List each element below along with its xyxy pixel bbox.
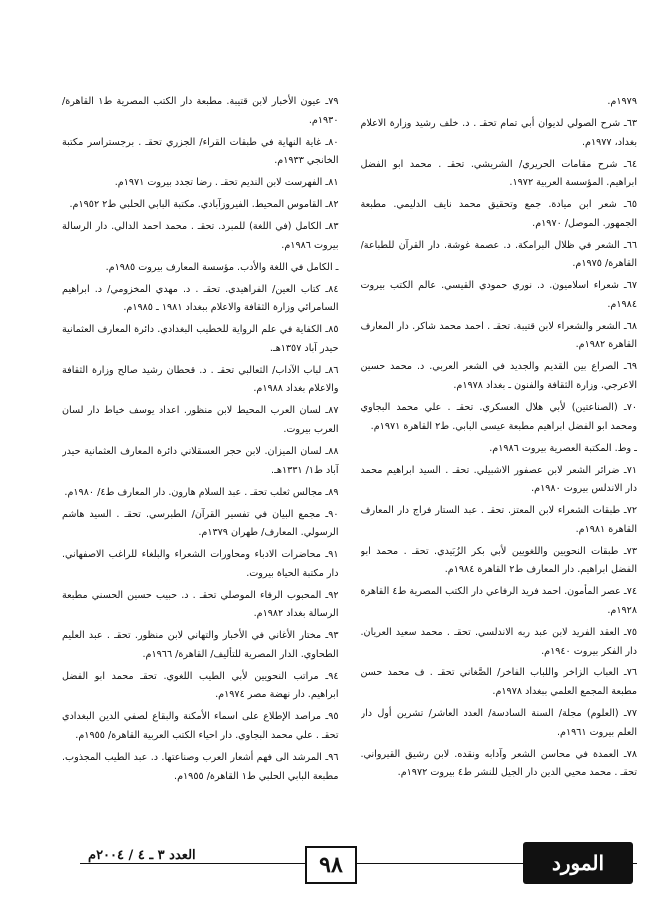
reference-entry: ٩٤ـ مراتب النحويين لأبي الطيب اللغوي. تحقـ محمد ابو الفضل ابراهيم. دار نهضة مصر ١٩٧٤م. xyxy=(62,670,339,701)
reference-entry: ٧٢ـ طبقات الشعراء لابن المعتز. تحقـ . عبد الستار فراج دار المعارف القاهرة ١٩٨١م. xyxy=(360,505,637,535)
reference-entry: ٩٥ـ مراصد الإطلاع على اسماء الأمكنة والبقاع لصفي الدين البغدادي تحقـ . علي محمد البجاوي. دار احياء الكتب العربية القاهرة/ ١٩٥٥م. xyxy=(62,711,339,742)
reference-entry: ٨٧ـ لسان العرب المحيط لابن منظور. اعداد يوسف خياط دار لسان العرب بيروت. xyxy=(62,405,339,436)
reference-entry: ٨٣ـ الكامل (في اللغة) للمبرد. تحقـ . محمد احمد الدالي. دار الرسالة بيروت ١٩٨٦م. xyxy=(62,221,339,251)
reference-entry: ٨٨ـ لسان الميزان. لابن حجر العسقلاني دائرة المعارف العثمانية حيدر آباد ط١/ ١٣٣١هـ. xyxy=(62,446,339,476)
reference-columns xyxy=(62,93,637,841)
reference-entry: ٨٩ـ مجالس ثعلب تحقـ . عبد السلام هارون. دار المعارف ط٤/ ١٩٨٠م. xyxy=(64,486,339,498)
reference-entry: ٩٣ـ مختار الأغاني في الأخبار والتهاني لابن منظور. تحقـ . عبد العليم الطحاوي. الدار المصرية للتأليف/ القاهرة/ ١٩٦٦م. xyxy=(62,630,339,660)
reference-entry: ٦٨ـ الشعر والشعراء لابن قتيبة. تحقـ . احمد محمد شاكر. دار المعارف القاهرة ١٩٨٢م. xyxy=(360,320,637,351)
reference-entry: ٦٦ـ الشعر في ظلال البرامكة. د. عصمة غوشة. دار القرآن للطباعة/ القاهرة/ ١٩٧٥م. xyxy=(360,239,637,270)
reference-entry: ٦٣ـ شرح الصولي لديوان أبي تمام تحقـ . د. خلف رشيد وزارة الاعلام بغداد، ١٩٧٧م. xyxy=(360,117,637,148)
reference-entry: ٨٤ـ كتاب العين/ الفراهيدي. تحقـ . د. مهدي المخزومي/ د. ابراهيم السامرائي وزارة الثقافة والاعلام ببغداد ١٩٨١ ـ ١٩٨٥م. xyxy=(62,283,339,314)
issue-label: العدد ٣ ـ ٤ / ٢٠٠٤م xyxy=(88,848,196,863)
reference-entry: ٧٦ـ العباب الزاخر واللباب الفاخر/ الصَّغاني تحقـ . ف محمد حسن مطبعة المجمع العلمي ببغداد ١٩٧٨م. xyxy=(360,667,637,698)
reference-entry: ٧٤ـ عصر المأمون. احمد فريد الرفاعي دار الكتب المصرية ط٤ القاهرة ١٩٢٨م. xyxy=(360,586,637,616)
reference-entry: ٧٣ـ طبقات النحويين واللغويين لأبي بكر الزُبَيدي. تحقـ . محمد ابو الفضل ابراهيم. دار المعارف ط٢ القاهرة ١٩٨٤م. xyxy=(360,545,637,576)
reference-entry: ـ وط. المكتبة العصرية بيروت ١٩٨٦م. xyxy=(489,442,637,454)
reference-entry: ٨٠ـ غاية النهاية في طبقات القراء/ الجزري تحقـ . برجستراسر مكتبة الخانجي ١٩٣٣م. xyxy=(62,136,339,167)
reference-entry: ٩٦ـ المرشد الى فهم أشعار العرب وصناعتها. د. عبد الطيب المجذوب. مطبعة البابي الحلبي ط١ القاهرة/ ١٩٥٥م. xyxy=(62,752,339,782)
reference-entry: ١٩٧٩م. xyxy=(607,96,637,107)
reference-entry: ٨٦ـ لباب الآداب/ الثعالبي تحقـ . د. قحطان رشيد صالح وزارة الثقافة والاعلام بغداد ١٩٨٨م. xyxy=(62,364,339,395)
reference-entry: ٩١ـ محاضرات الادباء ومحاورات الشعراء والبلغاء للراغب الاصفهاني. دار مكتبة الحياة بيروت. xyxy=(62,549,339,579)
left-column xyxy=(62,93,339,841)
reference-entry: ٧٥ـ العقد الفريد لابن عبد ربه الاندلسي. تحقـ . محمد سعيد العريان. دار الفكر بيروت ١٩٤٠م. xyxy=(360,626,637,657)
reference-entry: ٧٧ـ (العلوم) مجلة/ السنة السادسة/ العدد العاشر/ تشرين أول دار العلم بيروت ١٩٦١م. xyxy=(360,708,637,738)
reference-entry: ٩٠ـ مجمع البيان في تفسير القرآن/ الطبرسي. تحقـ . السيد هاشم الرسولي. المعارف/ طهران ١٣٧٩م. xyxy=(62,508,339,539)
reference-entry: ٦٧ـ شعراء اسلاميون. د. نوري حمودي القيسي. عالم الكتب بيروت ١٩٨٤م. xyxy=(360,280,637,310)
reference-entry: ٦٩ـ الصراع بين القديم والجديد في الشعر العربي. د. محمد حسين الاعرجي. وزارة الثقافة والفنون ـ بغداد ١٩٧٨م. xyxy=(360,361,637,392)
reference-entry: ـ الكامل في اللغة والأدب. مؤسسة المعارف بيروت ١٩٨٥م. xyxy=(105,261,339,273)
reference-entry: ٨٢ـ القاموس المحيط. الفيروزآبادي. مكتبة البابي الحلبي ط٢ ١٩٥٢م. xyxy=(69,199,339,211)
reference-entry: ٧٨ـ العمدة في محاسن الشعر وآدابه ونقده. لابن رشيق القيرواني. تحقـ . محمد محيي الدين دار الجيل للنشر ط٤ بيروت ١٩٧٢م. xyxy=(360,748,637,779)
reference-entry: ٨١ـ الفهرست لابن النديم تحقـ . رضا تجدد بيروت ١٩٧١م. xyxy=(114,177,339,189)
reference-entry: ٨٥ـ الكفاية في علم الرواية للخطيب البغدادي. دائرة المعارف العثمانية حيدر آباد ١٣٥٧هـ. xyxy=(62,324,339,354)
right-column xyxy=(361,93,638,841)
reference-entry: ٩٢ـ المحبوب الرفاء الموصلي تحقـ . د. حبيب حسين الحسني مطبعة الرسالة بغداد ١٩٨٢م. xyxy=(62,589,339,620)
reference-entry: ٧٠ـ (الصناعتين) لأبي هلال العسكري. تحقـ . علي محمد البجاوي ومحمد ابو الفضل ابراهيم مطبعة عيسى البابي. ط٢ القاهرة ١٩٧١م. xyxy=(360,402,637,432)
reference-entry: ٦٤ـ شرح مقامات الحريري/ الشريشي. تحقـ . محمد ابو الفضل ابراهيم. المؤسسة العربية ١٩٧٢. xyxy=(360,158,637,189)
reference-entry: ٧١ـ ضرائر الشعر لابن عصفور الاشبيلي. تحقـ . السيد ابراهيم محمد دار الاندلس بيروت ١٩٨٠م. xyxy=(360,464,637,495)
page-number: ٩٨ xyxy=(305,846,357,884)
reference-entry: ٧٩ـ عيون الأخبار لابن قتيبة. مطبعة دار الكتب المصرية ط١ القاهرة/ ١٩٣٠م. xyxy=(62,96,339,126)
journal-logo: المورد xyxy=(523,842,633,884)
reference-entry: ٦٥ـ شعر ابن ميادة. جمع وتحقيق محمد نايف الدليمي. مطبعة الجمهور. الموصل/ ١٩٧٠م. xyxy=(360,199,637,229)
